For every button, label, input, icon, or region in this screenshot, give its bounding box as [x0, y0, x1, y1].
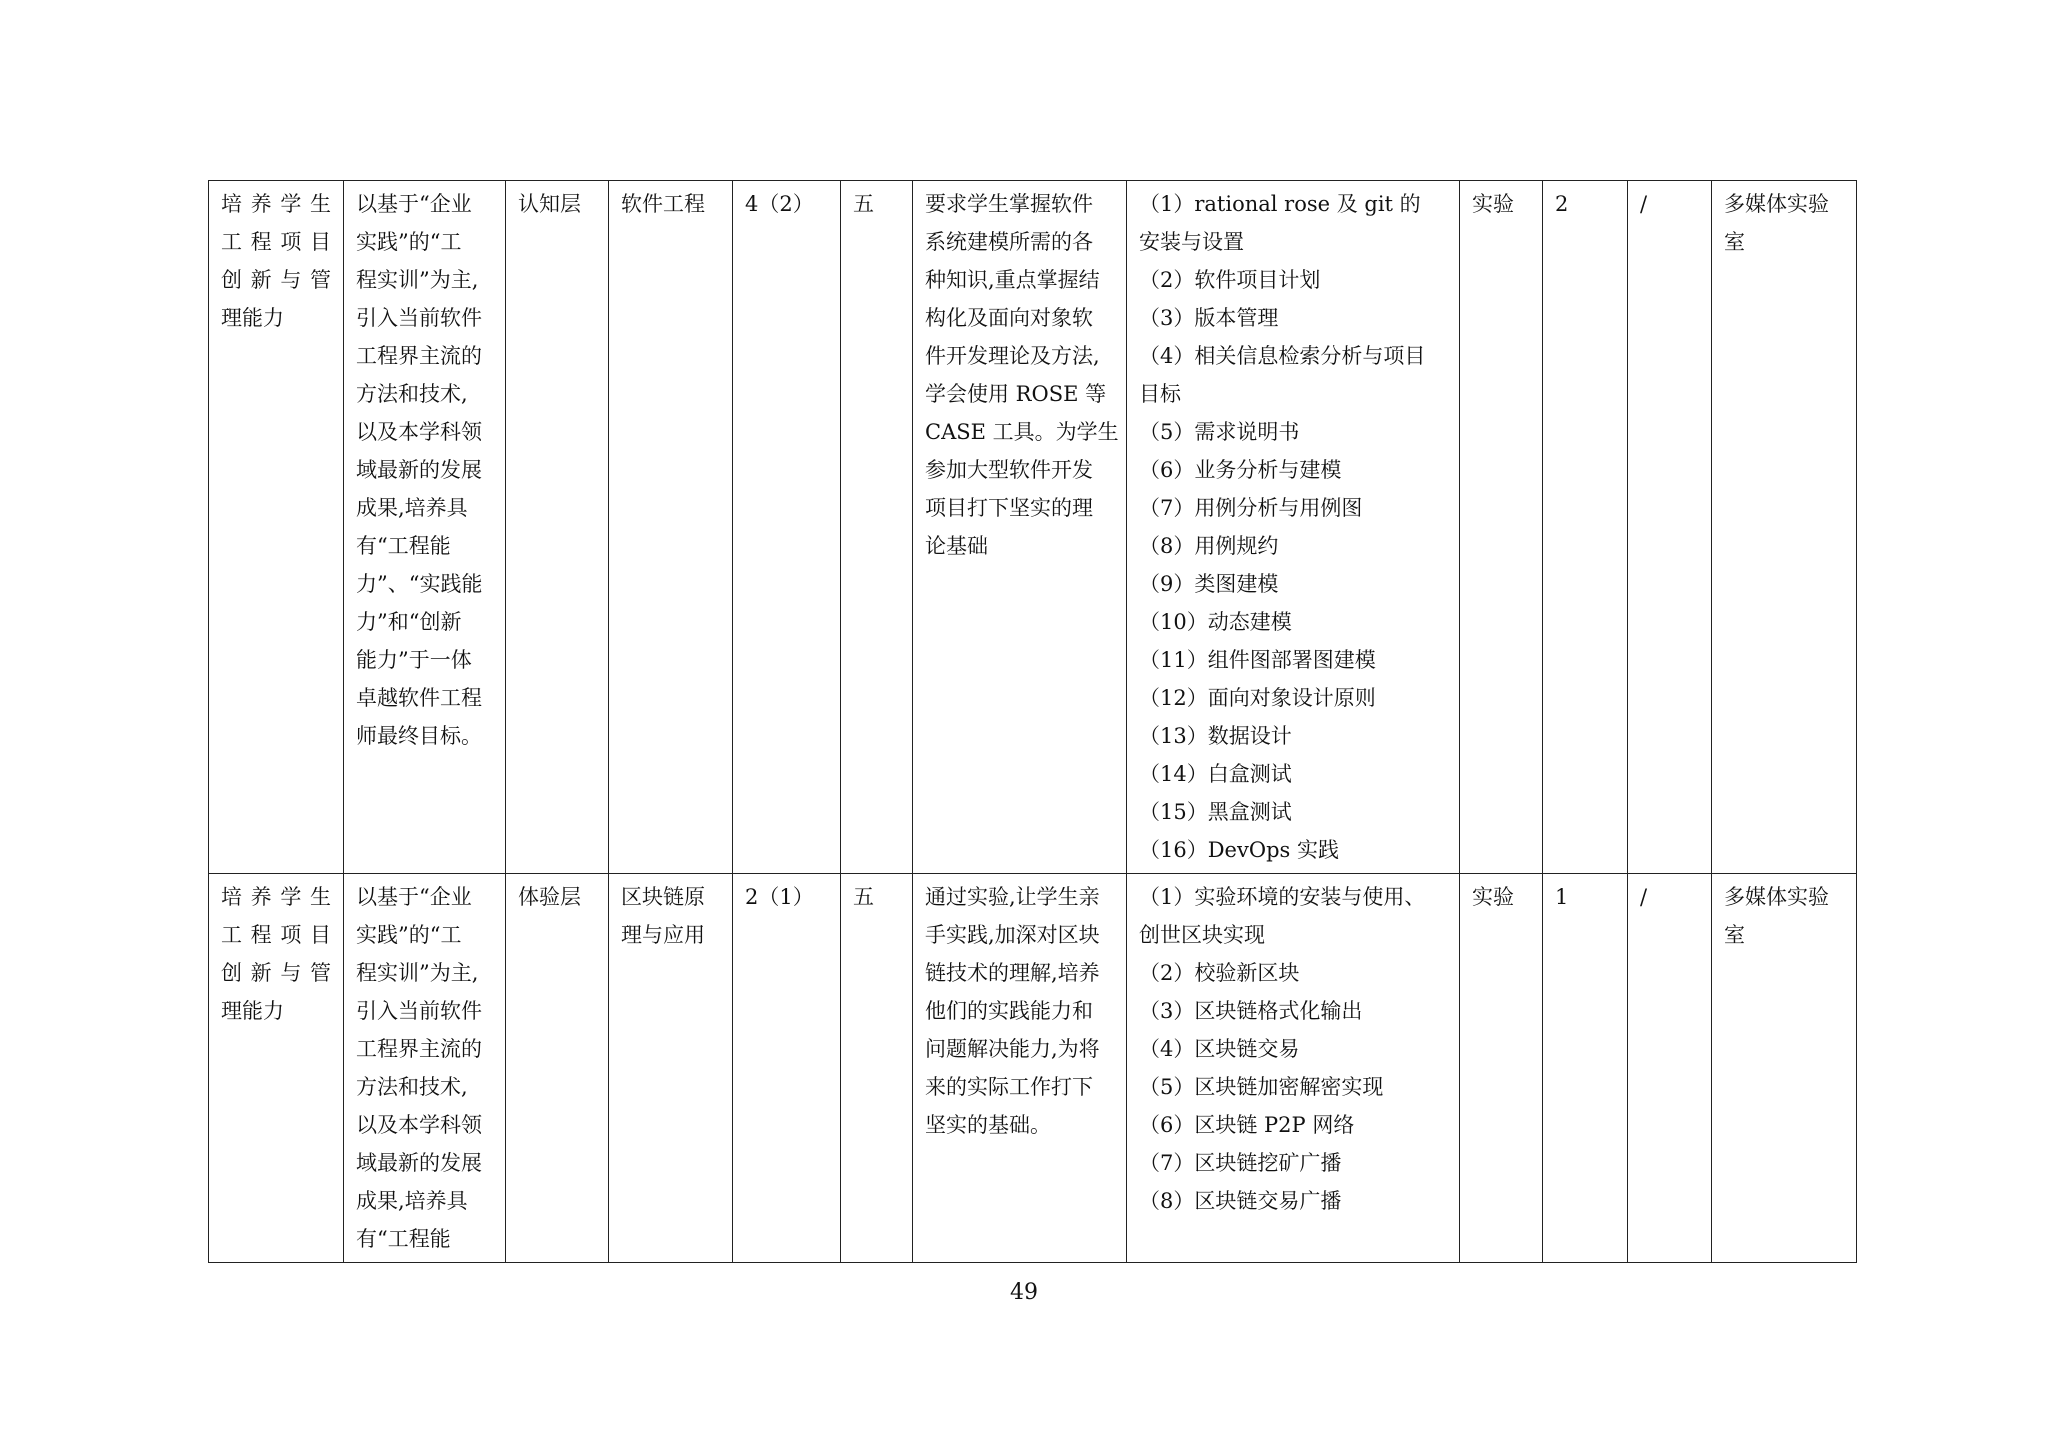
content-item: （7）区块链挖矿广播: [1139, 1151, 1342, 1175]
table-row: [209, 874, 1857, 1263]
requirement-line: 项目打下坚实的理: [925, 496, 1093, 520]
credits-cell: 2（1）: [733, 874, 841, 1263]
objective-cell: [209, 181, 344, 874]
content-item: （2）软件项目计划: [1139, 268, 1321, 292]
approach-line: 引入当前软件: [356, 999, 482, 1023]
content-item: （1）实验环境的安装与使用、: [1139, 885, 1426, 909]
requirement-line: 学会使用 ROSE 等: [925, 382, 1107, 406]
table-row: [209, 181, 1857, 874]
approach-line: 成果,培养具: [356, 496, 468, 520]
approach-line: 力”和“创新: [356, 610, 462, 634]
approach-line: 域最新的发展: [356, 458, 482, 482]
content-item: （3）区块链格式化输出: [1139, 999, 1363, 1023]
content-item: （1）rational rose 及 git 的: [1139, 192, 1421, 216]
course-plan-table: [208, 180, 1857, 1263]
content-cell: [1127, 181, 1460, 874]
content-item: （5）区块链加密解密实现: [1139, 1075, 1384, 1099]
other-cell: /: [1628, 181, 1712, 874]
content-item: （8）区块链交易广播: [1139, 1189, 1342, 1213]
approach-line: 程实训”为主,: [356, 268, 479, 292]
requirement-line: 他们的实践能力和: [925, 999, 1093, 1023]
requirement-line: CASE 工具。为学生: [925, 420, 1119, 444]
approach-line: 程实训”为主,: [356, 961, 479, 985]
requirement-cell: [913, 874, 1127, 1263]
content-item: （2）校验新区块: [1139, 961, 1300, 985]
content-item: （10）动态建模: [1139, 610, 1292, 634]
content-item: （13）数据设计: [1139, 724, 1292, 748]
content-item: 创世区块实现: [1139, 923, 1265, 947]
content-item: （9）类图建模: [1139, 572, 1279, 596]
type-cell: 实验: [1460, 181, 1543, 874]
hours-cell: 1: [1543, 874, 1628, 1263]
venue-line: 多媒体实验: [1724, 192, 1829, 216]
approach-line: 工程界主流的: [356, 1037, 482, 1061]
content-item: （8）用例规约: [1139, 534, 1279, 558]
content-item: （4）相关信息检索分析与项目: [1139, 344, 1426, 368]
credits-cell: 4（2）: [733, 181, 841, 874]
content-item: （7）用例分析与用例图: [1139, 496, 1363, 520]
approach-cell: [344, 874, 506, 1263]
content-item: （6）区块链 P2P 网络: [1139, 1113, 1355, 1137]
requirement-line: 件开发理论及方法,: [925, 344, 1100, 368]
content-item: 安装与设置: [1139, 230, 1244, 254]
requirement-line: 种知识,重点掌握结: [925, 268, 1100, 292]
course-name: 理与应用: [621, 923, 705, 947]
content-item: （4）区块链交易: [1139, 1037, 1300, 1061]
approach-line: 力”、“实践能: [356, 572, 483, 596]
content-item: （6）业务分析与建模: [1139, 458, 1342, 482]
content-item: （3）版本管理: [1139, 306, 1279, 330]
requirement-line: 构化及面向对象软: [925, 306, 1093, 330]
semester-cell: 五: [841, 874, 913, 1263]
other-cell: /: [1628, 874, 1712, 1263]
level-cell: 认知层: [506, 181, 609, 874]
objective-line: 创新与管: [221, 961, 331, 985]
venue-line: 多媒体实验: [1724, 885, 1829, 909]
content-item: （12）面向对象设计原则: [1139, 686, 1376, 710]
content-item: 目标: [1139, 382, 1181, 406]
approach-line: 有“工程能: [356, 1227, 451, 1251]
approach-line: 有“工程能: [356, 534, 451, 558]
venue-line: 室: [1724, 230, 1745, 254]
objective-line: 工程项目: [221, 923, 331, 947]
objective-line: 理能力: [221, 306, 284, 330]
requirement-line: 通过实验,让学生亲: [925, 885, 1100, 909]
objective-line: 理能力: [221, 999, 284, 1023]
requirement-line: 要求学生掌握软件: [925, 192, 1093, 216]
approach-line: 域最新的发展: [356, 1151, 482, 1175]
requirement-cell: [913, 181, 1127, 874]
content-item: （11）组件图部署图建模: [1139, 648, 1376, 672]
objective-line: 工程项目: [221, 230, 331, 254]
type-cell: 实验: [1460, 874, 1543, 1263]
venue-cell: [1712, 181, 1857, 874]
approach-line: 卓越软件工程: [356, 686, 482, 710]
requirement-line: 问题解决能力,为将: [925, 1037, 1100, 1061]
approach-line: 成果,培养具: [356, 1189, 468, 1213]
level-cell: 体验层: [506, 874, 609, 1263]
approach-line: 以基于“企业: [356, 192, 472, 216]
requirement-line: 链技术的理解,培养: [925, 961, 1100, 985]
venue-cell: [1712, 874, 1857, 1263]
requirement-line: 坚实的基础。: [925, 1113, 1051, 1137]
venue-line: 室: [1724, 923, 1745, 947]
hours-cell: 2: [1543, 181, 1628, 874]
requirement-line: 来的实际工作打下: [925, 1075, 1093, 1099]
content-cell: [1127, 874, 1460, 1263]
approach-cell: [344, 181, 506, 874]
content-item: （15）黑盒测试: [1139, 800, 1292, 824]
course-cell: [609, 181, 733, 874]
objective-line: 培养学生: [221, 885, 331, 909]
approach-line: 实践”的“工: [356, 923, 462, 947]
objective-line: 创新与管: [221, 268, 331, 292]
approach-line: 方法和技术,: [356, 382, 468, 406]
requirement-line: 手实践,加深对区块: [925, 923, 1100, 947]
approach-line: 师最终目标。: [356, 724, 482, 748]
requirement-line: 论基础: [925, 534, 988, 558]
objective-line: 培养学生: [221, 192, 331, 216]
requirement-line: 系统建模所需的各: [925, 230, 1093, 254]
page-number: 49: [1010, 1280, 1038, 1305]
course-cell: [609, 874, 733, 1263]
objective-cell: [209, 874, 344, 1263]
approach-line: 方法和技术,: [356, 1075, 468, 1099]
content-item: （5）需求说明书: [1139, 420, 1300, 444]
approach-line: 引入当前软件: [356, 306, 482, 330]
approach-line: 实践”的“工: [356, 230, 462, 254]
approach-line: 以及本学科领: [356, 420, 482, 444]
approach-line: 以基于“企业: [356, 885, 472, 909]
content-item: （16）DevOps 实践: [1139, 838, 1339, 862]
course-name: 区块链原: [621, 885, 705, 909]
requirement-line: 参加大型软件开发: [925, 458, 1093, 482]
approach-line: 能力”于一体: [356, 648, 472, 672]
course-name: 软件工程: [621, 192, 705, 216]
approach-line: 以及本学科领: [356, 1113, 482, 1137]
semester-cell: 五: [841, 181, 913, 874]
approach-line: 工程界主流的: [356, 344, 482, 368]
content-item: （14）白盒测试: [1139, 762, 1292, 786]
